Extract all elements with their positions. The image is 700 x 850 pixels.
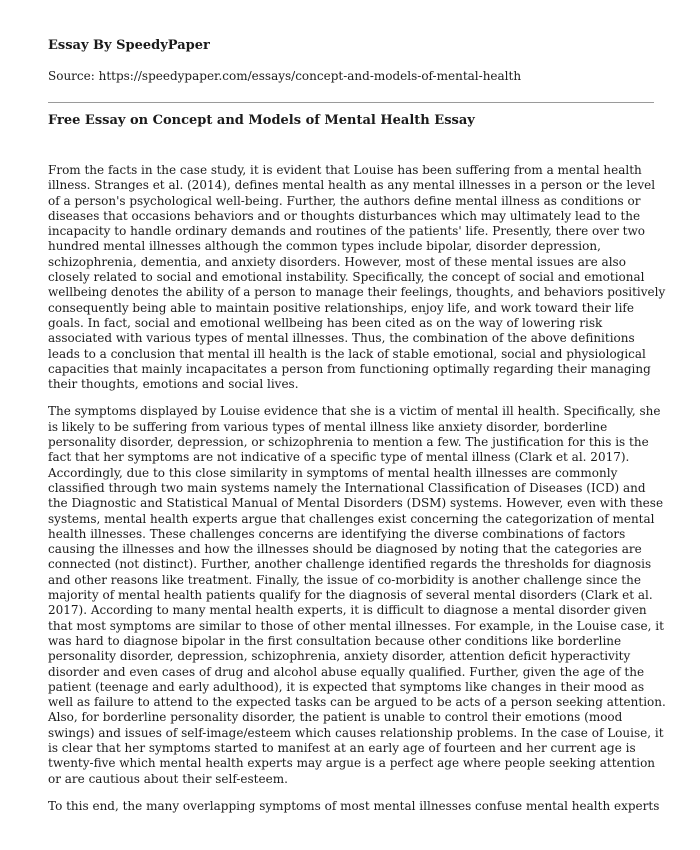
text-line: was hard to diagnose bipolar in the first consultation because other conditions like borderline (48, 633, 622, 648)
text-line: classified through two main systems namely the International Classification of Diseases (ICD) and (48, 480, 646, 495)
text-line: fact that her symptoms are not indicative of a specific type of mental illness (Clark et al. 2017). (48, 450, 630, 465)
text-line: personality disorder, depression, schizophrenia, anxiety disorder, attention deficit hyperactivity (48, 649, 631, 664)
text-line: is clear that her symptoms started to manifest at an early age of fourteen and her current age is (48, 740, 636, 755)
essay-title: Free Essay on Concept and Models of Mental Health Essay (48, 113, 475, 128)
text-line: of a person's psychological well-being. Further, the authors define mental illness as conditions or (48, 193, 641, 208)
text-line: To this end, the many overlapping symptoms of most mental illnesses confuse mental health experts (48, 798, 660, 813)
text-line: connected (not distinct). Further, another challenge identified regards the thresholds for diagnosis (48, 557, 652, 572)
text-line: the Diagnostic and Statistical Manual of Mental Disorders (DSM) systems. However, even with these (48, 496, 664, 511)
text-line: The symptoms displayed by Louise evidence that she is a victim of mental ill health. Specifically, she (48, 404, 661, 419)
text-line: leads to a conclusion that mental ill health is the lack of stable emotional, social and physiological (48, 346, 646, 361)
text-line: wellbeing denotes the ability of a person to manage their feelings, thoughts, and behaviors positively (48, 285, 666, 300)
text-line: diseases that occasions behaviors and or thoughts disturbances which may ultimately lead to the (48, 208, 641, 223)
essay-page (48, 38, 666, 826)
text-line: that most symptoms are similar to those of other mental illnesses. For example, in the Louise case, it (48, 618, 664, 633)
text-line: or are cautious about their self-esteem. (48, 771, 288, 786)
text-line: Also, for borderline personality disorder, the patient is unable to control their emotions (mood (48, 710, 623, 725)
text-line: 2017). According to many mental health experts, it is difficult to diagnose a mental disorder given (48, 603, 647, 618)
text-line: well as failure to attend to the expected tasks can be argued to be acts of a person seeking attention. (48, 695, 666, 710)
text-line: and other reasons like treatment. Finally, the issue of co-morbidity is another challenge since the (48, 572, 641, 587)
text-line: From the facts in the case study, it is evident that Louise has been suffering from a mental health (48, 163, 642, 177)
text-line: causing the illnesses and how the illnesses should be diagnosed by noting that the categories are (48, 542, 642, 557)
text-line: personality disorder, depression, or schizophrenia to mention a few. The justification for this is the (48, 435, 649, 450)
text-line: health illnesses. These challenges concerns are identifying the diverse combinations of factors (48, 526, 626, 541)
paragraph-2 (48, 404, 666, 786)
text-line: disorder and even cases of drug and alcohol abuse equally qualified. Further, given the age of the (48, 664, 645, 679)
text-line: consequently being able to maintain positive relationships, enjoy life, and work toward their life (48, 300, 634, 315)
source-line: Source: https://speedypaper.com/essays/concept-and-models-of-mental-health (48, 69, 522, 83)
text-line: majority of mental health patients qualify for the diagnosis of several mental disorders (Clark et al. (48, 588, 653, 603)
text-line: swings) and issues of self-image/esteem which causes relationship problems. In the case of Louise, it (48, 725, 664, 740)
paragraph-3 (48, 798, 660, 814)
text-line: closely related to social and emotional instability. Specifically, the concept of social and emotional (48, 270, 645, 285)
site-title: Essay By SpeedyPaper (48, 38, 210, 53)
text-line: schizophrenia, dementia, and anxiety disorders. However, most of these mental issues are also (48, 254, 626, 269)
text-line: patient (teenage and early adulthood), it is expected that symptoms like changes in their mood as (48, 679, 645, 694)
text-line: illness. Stranges et al. (2014), defines mental health as any mental illnesses in a person or the level (48, 178, 656, 193)
text-line: twenty-five which mental health experts may argue is a perfect age where people seeking attention (48, 756, 656, 771)
essay-body (48, 163, 666, 814)
paragraph-1 (48, 163, 666, 392)
text-line: their thoughts, emotions and social lives. (48, 377, 299, 392)
text-line: associated with various types of mental illnesses. Thus, the combination of the above definitions (48, 331, 635, 346)
text-line: Accordingly, due to this close similarity in symptoms of mental health illnesses are commonly (48, 465, 618, 480)
text-line: is likely to be suffering from various types of mental illness like anxiety disorder, borderline (48, 419, 608, 434)
text-line: goals. In fact, social and emotional wellbeing has been cited as on the way of lowering risk (48, 315, 603, 330)
text-line: capacities that mainly incapacitates a person from functioning optimally regarding their managing (48, 361, 651, 376)
text-line: incapacity to handle ordinary demands and routines of the patients' life. Presently, there over two (48, 224, 645, 239)
divider (48, 102, 654, 103)
text-line: hundred mental illnesses although the common types include bipolar, disorder depression, (48, 239, 601, 254)
text-line: systems, mental health experts argue that challenges exist concerning the categorization of mental (48, 511, 655, 526)
